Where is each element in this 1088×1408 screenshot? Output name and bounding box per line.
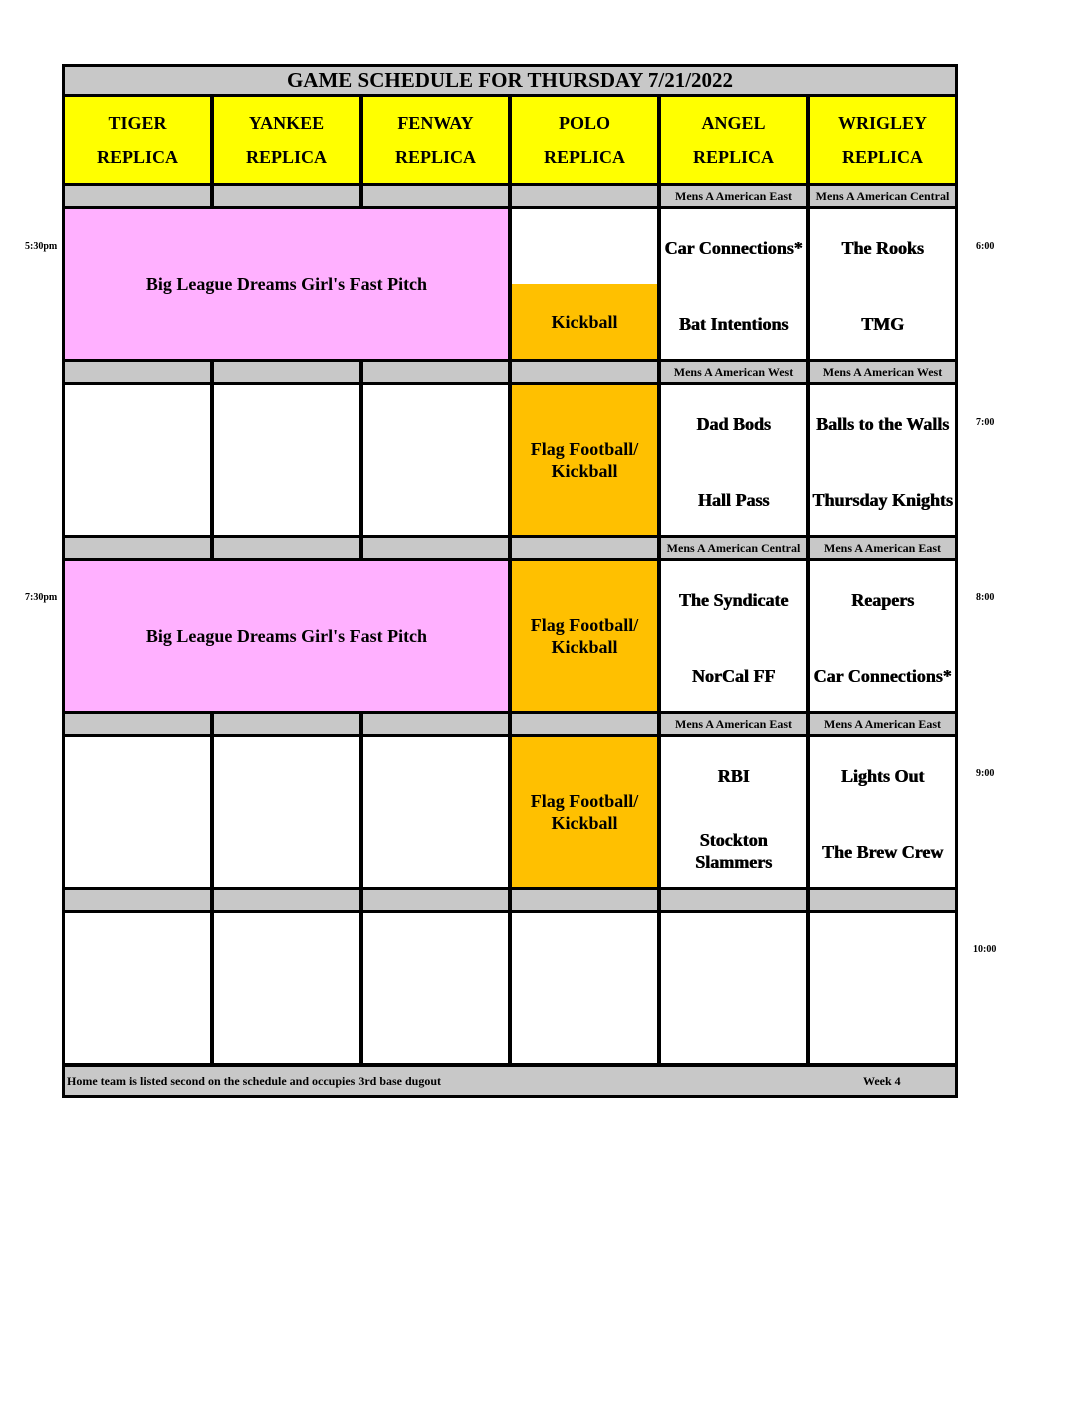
division-label: Mens A American Central <box>661 538 806 558</box>
game-cell-wrigley <box>810 737 955 887</box>
away-team: Lights Out <box>840 766 925 786</box>
event-block: Big League Dreams Girl's Fast Pitch <box>65 209 508 359</box>
home-team: Stockton Slammers <box>695 830 772 872</box>
empty-cell <box>810 913 955 1063</box>
empty-cell <box>214 385 359 535</box>
game-cell-angel <box>661 385 806 535</box>
away-team: RBI <box>717 766 750 786</box>
home-team: NorCal FF <box>691 666 776 686</box>
home-team: TMG <box>861 314 904 334</box>
separator <box>512 538 657 558</box>
field-name: TIGER <box>108 113 167 133</box>
field-name: YANKEE <box>248 113 325 133</box>
separator <box>214 714 359 734</box>
event-block: Big League Dreams Girl's Fast Pitch <box>65 561 508 711</box>
separator <box>512 186 657 206</box>
empty-cell <box>65 385 210 535</box>
field-name: POLO <box>558 113 610 133</box>
division-label: Mens A American West <box>810 362 955 382</box>
field-sub: REPLICA <box>841 147 923 167</box>
field-sub: REPLICA <box>96 147 178 167</box>
field-header-tiger <box>65 97 210 183</box>
empty-cell <box>512 209 657 284</box>
field-name: WRIGLEY <box>837 113 927 133</box>
separator <box>65 538 210 558</box>
separator <box>661 890 806 910</box>
separator <box>214 186 359 206</box>
separator <box>214 362 359 382</box>
time-label-right: 8:00 <box>976 592 995 603</box>
game-cell-wrigley <box>810 209 955 359</box>
away-team: Dad Bods <box>696 414 771 434</box>
separator <box>363 186 508 206</box>
away-team: Balls to the Walls <box>815 414 950 434</box>
separator <box>363 890 508 910</box>
separator <box>65 890 210 910</box>
division-label: Mens A American East <box>661 714 806 734</box>
home-team: Bat Intentions <box>678 314 789 334</box>
field-header-wrigley <box>810 97 955 183</box>
home-team: Car Connections* <box>813 666 952 686</box>
separator <box>65 186 210 206</box>
division-label: Mens A American East <box>810 714 955 734</box>
field-sub: REPLICA <box>245 147 327 167</box>
polo-event: Flag Football/ Kickball <box>512 737 657 887</box>
home-team: Thursday Knights <box>812 490 953 510</box>
division-label: Mens A American Central <box>810 186 955 206</box>
empty-cell <box>363 737 508 887</box>
field-name: ANGEL <box>701 113 766 133</box>
polo-event: Kickball <box>512 284 657 359</box>
game-cell-angel <box>661 561 806 711</box>
field-header-yankee <box>214 97 359 183</box>
time-label-right: 7:00 <box>976 417 995 428</box>
home-team: Hall Pass <box>697 490 770 510</box>
separator <box>810 890 955 910</box>
separator <box>65 714 210 734</box>
field-name: FENWAY <box>397 113 474 133</box>
separator <box>214 890 359 910</box>
time-label-right: 6:00 <box>976 241 995 252</box>
week-label: Week 4 <box>863 1074 901 1088</box>
separator <box>512 890 657 910</box>
field-header-angel <box>661 97 806 183</box>
time-label-right: 10:00 <box>973 944 997 955</box>
separator <box>512 362 657 382</box>
empty-cell <box>214 737 359 887</box>
field-sub: REPLICA <box>543 147 625 167</box>
division-label: Mens A American West <box>661 362 806 382</box>
away-team: The Rooks <box>841 238 924 258</box>
schedule-table <box>62 64 958 1098</box>
schedule-title: GAME SCHEDULE FOR THURSDAY 7/21/2022 <box>65 67 955 94</box>
away-team: Car Connections* <box>664 238 803 258</box>
separator <box>363 714 508 734</box>
game-cell-wrigley <box>810 561 955 711</box>
division-label: Mens A American East <box>661 186 806 206</box>
away-team: Reapers <box>851 590 914 610</box>
polo-event: Flag Football/ Kickball <box>512 561 657 711</box>
field-header-fenway <box>363 97 508 183</box>
field-header-polo <box>512 97 657 183</box>
field-sub: REPLICA <box>692 147 774 167</box>
field-sub: REPLICA <box>394 147 476 167</box>
empty-cell <box>661 913 806 1063</box>
separator <box>214 538 359 558</box>
empty-cell <box>363 385 508 535</box>
empty-cell <box>65 737 210 887</box>
time-label-left: 5:30pm <box>25 241 58 252</box>
empty-cell <box>65 913 210 1063</box>
division-label: Mens A American East <box>810 538 955 558</box>
game-cell-angel <box>661 209 806 359</box>
time-label-left: 7:30pm <box>25 592 58 603</box>
footer-bar <box>65 1067 955 1095</box>
empty-cell <box>512 913 657 1063</box>
empty-cell <box>214 913 359 1063</box>
separator <box>363 362 508 382</box>
separator <box>65 362 210 382</box>
footer-note: Home team is listed second on the schedule and occupies 3rd base dugout <box>67 1073 442 1088</box>
empty-cell <box>363 913 508 1063</box>
home-team: The Brew Crew <box>821 842 944 862</box>
time-label-right: 9:00 <box>976 768 995 779</box>
polo-event: Flag Football/ Kickball <box>512 385 657 535</box>
game-cell-angel <box>661 737 806 887</box>
separator <box>363 538 508 558</box>
game-cell-wrigley <box>810 385 955 535</box>
separator <box>512 714 657 734</box>
away-team: The Syndicate <box>678 590 789 610</box>
